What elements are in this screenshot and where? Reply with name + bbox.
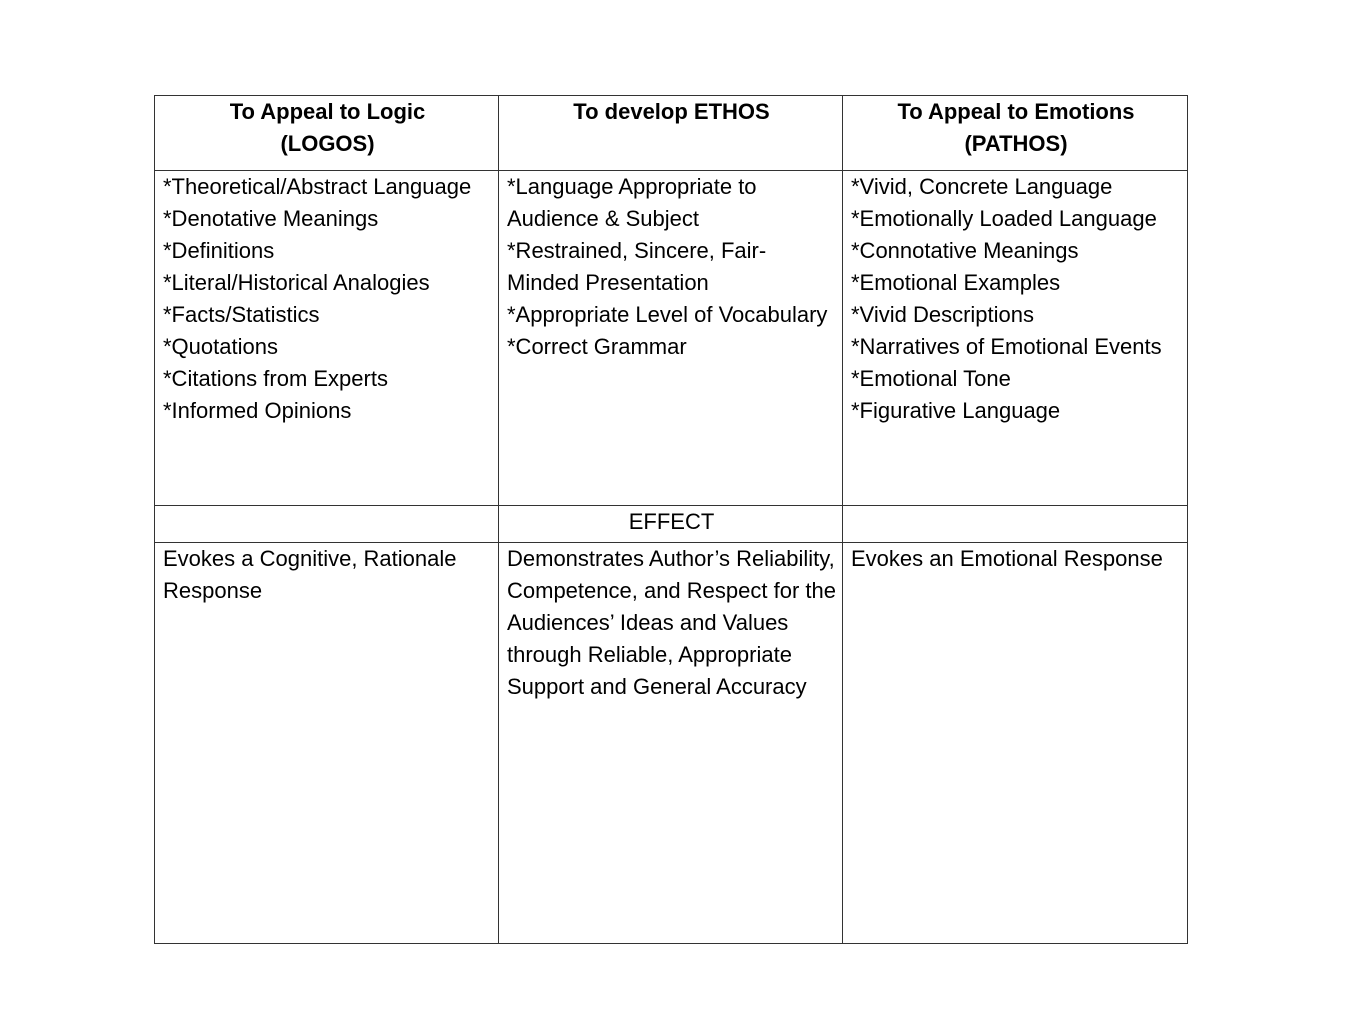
header-cell-logos <box>155 96 499 171</box>
list-item: *Connotative Meanings <box>851 238 1079 263</box>
list-item: *Informed Opinions <box>163 398 352 423</box>
ethos-techniques-cell <box>499 171 843 506</box>
list-item: *Literal/Historical Analogies <box>163 270 430 295</box>
logos-effect-cell: Evokes a Cognitive, Rationale Response <box>155 543 499 944</box>
list-item: *Narratives of Emotional Events <box>851 334 1162 359</box>
effect-empty-cell-right <box>843 506 1188 543</box>
list-item: *Restrained, Sincere, Fair-Minded Presentation <box>507 238 767 295</box>
list-item: *Language Appropriate to Audience & Subject <box>507 174 757 231</box>
list-item: *Quotations <box>163 334 278 359</box>
list-item: *Figurative Language <box>851 398 1061 423</box>
header-cell-ethos <box>499 96 843 171</box>
list-item: *Citations from Experts <box>163 366 388 391</box>
list-item: *Vivid, Concrete Language <box>851 174 1113 199</box>
header-ethos-title: To develop ETHOS <box>573 99 770 124</box>
header-row <box>155 96 1188 171</box>
header-pathos-subtitle: (PATHOS) <box>964 131 1068 156</box>
effect-label-row <box>155 506 1188 543</box>
list-item: *Appropriate Level of Vocabulary <box>507 302 828 327</box>
ethos-effect-cell: Demonstrates Author’s Reliability, Competence, and Respect for the Audiences’ Ideas and Values through Reliable, Appropriate Support and General Accuracy <box>499 543 843 944</box>
techniques-row <box>155 171 1188 506</box>
header-logos-subtitle: (LOGOS) <box>280 131 375 156</box>
rhetorical-appeals-table <box>154 95 1188 944</box>
effect-label-cell: EFFECT <box>499 506 843 543</box>
list-item: *Emotional Tone <box>851 366 1011 391</box>
pathos-techniques-cell <box>843 171 1188 506</box>
header-cell-pathos <box>843 96 1188 171</box>
header-logos-title: To Appeal to Logic <box>229 99 426 124</box>
logos-techniques-cell <box>155 171 499 506</box>
pathos-effect-cell: Evokes an Emotional Response <box>843 543 1188 944</box>
list-item: *Theoretical/Abstract Language <box>163 174 472 199</box>
header-pathos-title: To Appeal to Emotions <box>897 99 1135 124</box>
effects-row <box>155 543 1188 944</box>
list-item: *Correct Grammar <box>507 334 687 359</box>
list-item: *Emotional Examples <box>851 270 1061 295</box>
list-item: *Denotative Meanings <box>163 206 379 231</box>
list-item: *Emotionally Loaded Language <box>851 206 1157 231</box>
list-item: *Facts/Statistics <box>163 302 320 327</box>
effect-empty-cell-left <box>155 506 499 543</box>
list-item: *Definitions <box>163 238 275 263</box>
list-item: *Vivid Descriptions <box>851 302 1035 327</box>
